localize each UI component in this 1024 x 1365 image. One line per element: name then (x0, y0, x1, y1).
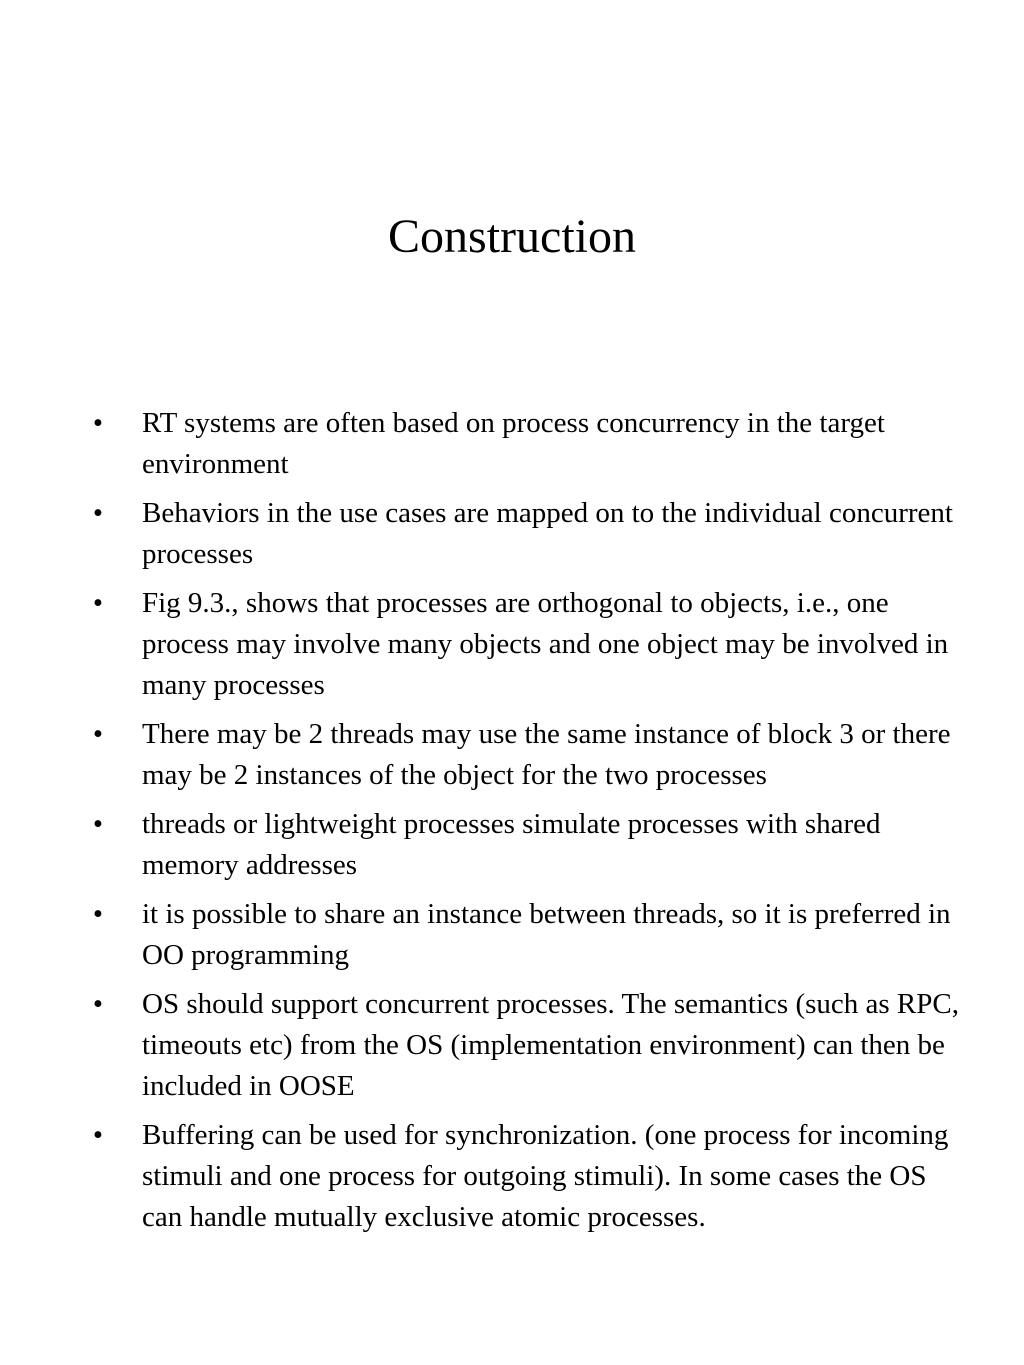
bullet-item (0, 804, 1024, 886)
bullet-marker: • (92, 497, 104, 529)
bullet-item (0, 714, 1024, 796)
bullet-text: it is possible to share an instance between threads, so it is preferred in OO programming (142, 898, 951, 971)
bullet-text: Fig 9.3., shows that processes are orthogonal to objects, i.e., one process may involve many objects and one object may be involved in many processes (142, 587, 949, 701)
bullet-marker: • (92, 1119, 104, 1151)
bullet-text: Behaviors in the use cases are mapped on to the individual concurrent processes (142, 497, 953, 570)
bullet-item (0, 1115, 1024, 1238)
bullet-marker: • (92, 808, 104, 840)
bullet-marker: • (92, 988, 104, 1020)
bullet-item (0, 583, 1024, 706)
bullet-item (0, 493, 1024, 575)
bullet-text: Buffering can be used for synchronization. (one process for incoming stimuli and one process for outgoing stimuli). In some cases the OS can handle mutually exclusive atomic processes. (142, 1119, 949, 1233)
bullet-item (0, 984, 1024, 1107)
bullet-text: threads or lightweight processes simulate processes with shared memory addresses (142, 808, 881, 881)
bullet-text: RT systems are often based on process concurrency in the target environment (142, 407, 885, 480)
bullet-item (0, 894, 1024, 976)
bullet-marker: • (92, 898, 104, 930)
bullet-marker: • (92, 407, 104, 439)
bullet-item (0, 403, 1024, 485)
bullet-marker: • (92, 718, 104, 750)
bullet-marker: • (92, 587, 104, 619)
bullet-text: There may be 2 threads may use the same instance of block 3 or there may be 2 instances of the object for the two processes (142, 718, 951, 791)
bullet-text: OS should support concurrent processes. The semantics (such as RPC, timeouts etc) from the OS (implementation environment) can then be included in OOSE (142, 988, 959, 1102)
bullet-list (0, 403, 1024, 1246)
slide-title: Construction (388, 210, 636, 263)
